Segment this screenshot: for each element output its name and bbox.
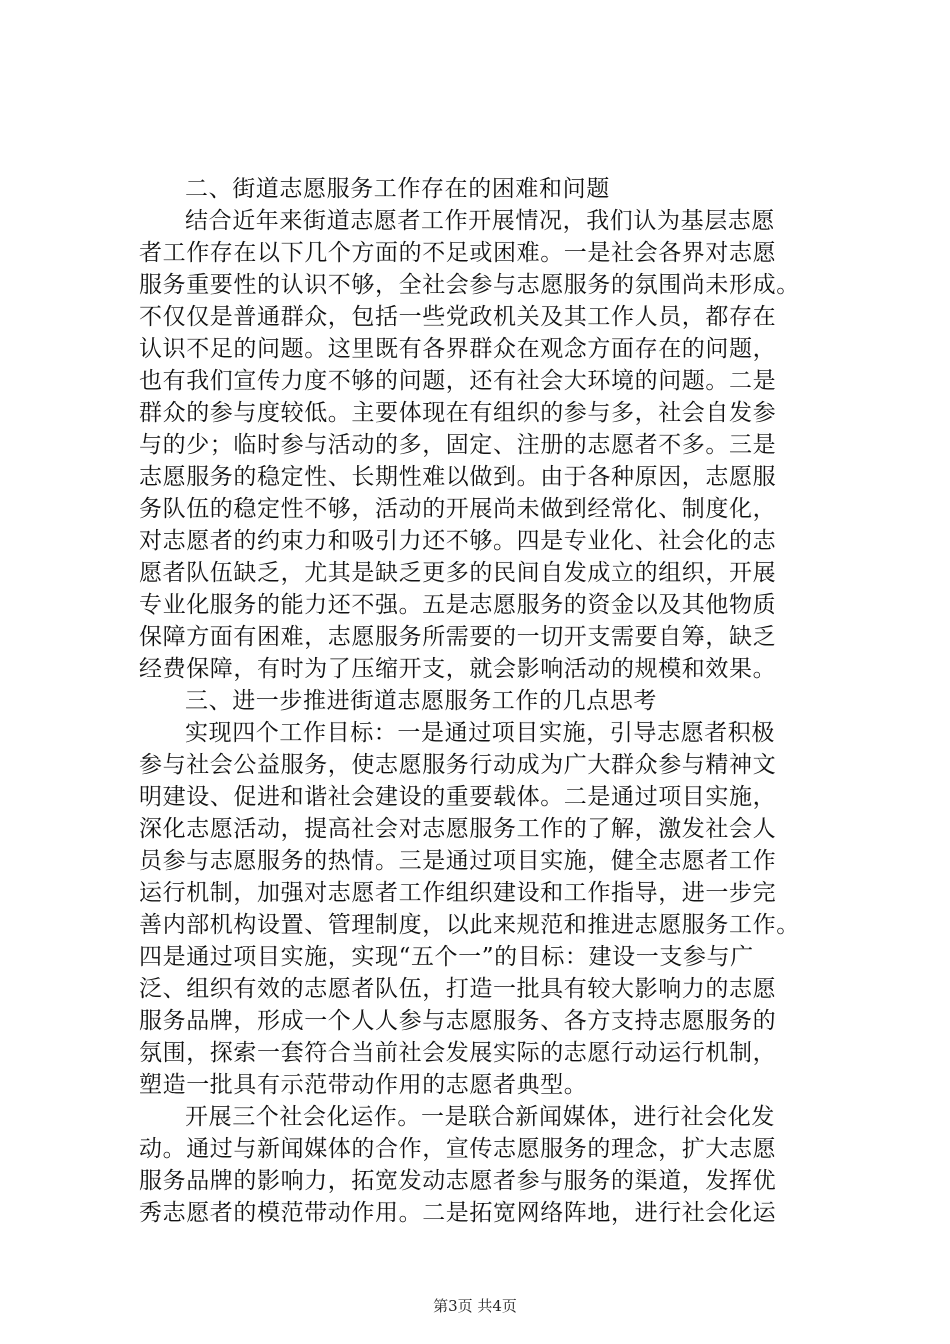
text-line: 动。通过与新闻媒体的合作，宣传志愿服务的理念，扩大志愿 xyxy=(139,1136,777,1162)
text-line: 服务品牌，形成一个人人参与志愿服务、各方支持志愿服务的 xyxy=(139,1008,777,1034)
page-footer: 第3页 共4页 xyxy=(433,1297,517,1315)
text-line: 群众的参与度较低。主要体现在有组织的参与多，社会自发参 xyxy=(139,400,777,426)
text-line: 经费保障，有时为了压缩开支，就会影响活动的规模和效果。 xyxy=(139,656,777,682)
document-body xyxy=(139,173,833,1229)
text-line: 善内部机构设置、管理制度，以此来规范和推进志愿服务工作。 xyxy=(139,912,800,938)
text-line: 保障方面有困难，志愿服务所需要的一切开支需要自筹，缺乏 xyxy=(139,624,777,650)
text-line: 与的少；临时参与活动的多，固定、注册的志愿者不多。三是 xyxy=(139,432,777,458)
text-line: 员参与志愿服务的热情。三是通过项目实施，健全志愿者工作 xyxy=(139,848,777,874)
text-line: 秀志愿者的模范带动作用。二是拓宽网络阵地，进行社会化运 xyxy=(139,1200,777,1226)
paragraph-first-line: 实现四个工作目标：一是通过项目实施，引导志愿者积极 xyxy=(185,720,775,746)
paragraph-first-line: 三、进一步推进街道志愿服务工作的几点思考 xyxy=(185,688,657,714)
text-line: 对志愿者的约束力和吸引力还不够。四是专业化、社会化的志 xyxy=(139,528,777,554)
paragraph-first-line: 开展三个社会化运作。一是联合新闻媒体，进行社会化发 xyxy=(185,1104,775,1130)
text-line: 志愿服务的稳定性、长期性难以做到。由于各种原因，志愿服 xyxy=(139,464,777,490)
text-line: 氛围，探索一套符合当前社会发展实际的志愿行动运行机制， xyxy=(139,1040,777,1066)
paragraph-first-line: 结合近年来街道志愿者工作开展情况，我们认为基层志愿 xyxy=(185,208,775,234)
text-line: 塑造一批具有示范带动作用的志愿者典型。 xyxy=(139,1072,588,1098)
text-line: 泛、组织有效的志愿者队伍，打造一批具有较大影响力的志愿 xyxy=(139,976,777,1002)
text-line: 运行机制，加强对志愿者工作组织建设和工作指导，进一步完 xyxy=(139,880,777,906)
text-line: 也有我们宣传力度不够的问题，还有社会大环境的问题。二是 xyxy=(139,368,777,394)
text-line: 认识不足的问题。这里既有各界群众在观念方面存在的问题， xyxy=(139,336,777,362)
text-line: 者工作存在以下几个方面的不足或困难。一是社会各界对志愿 xyxy=(139,240,777,266)
text-line: 愿者队伍缺乏，尤其是缺乏更多的民间自发成立的组织，开展 xyxy=(139,560,777,586)
text-line: 明建设、促进和谐社会建设的重要载体。二是通过项目实施， xyxy=(139,784,777,810)
text-line: 不仅仅是普通群众，包括一些党政机关及其工作人员，都存在 xyxy=(139,304,777,330)
text-line: 服务品牌的影响力，拓宽发动志愿者参与服务的渠道，发挥优 xyxy=(139,1168,777,1194)
text-line: 四是通过项目实施，实现“五个一”的目标：建设一支参与广 xyxy=(139,944,754,970)
paragraph-first-line: 二、街道志愿服务工作存在的困难和问题 xyxy=(185,176,610,202)
text-line: 深化志愿活动，提高社会对志愿服务工作的了解，激发社会人 xyxy=(139,816,777,842)
text-line: 务队伍的稳定性不够，活动的开展尚未做到经常化、制度化， xyxy=(139,496,777,522)
text-line: 参与社会公益服务，使志愿服务行动成为广大群众参与精神文 xyxy=(139,752,777,778)
text-line: 专业化服务的能力还不强。五是志愿服务的资金以及其他物质 xyxy=(139,592,777,618)
text-line: 服务重要性的认识不够，全社会参与志愿服务的氛围尚未形成。 xyxy=(139,272,800,298)
